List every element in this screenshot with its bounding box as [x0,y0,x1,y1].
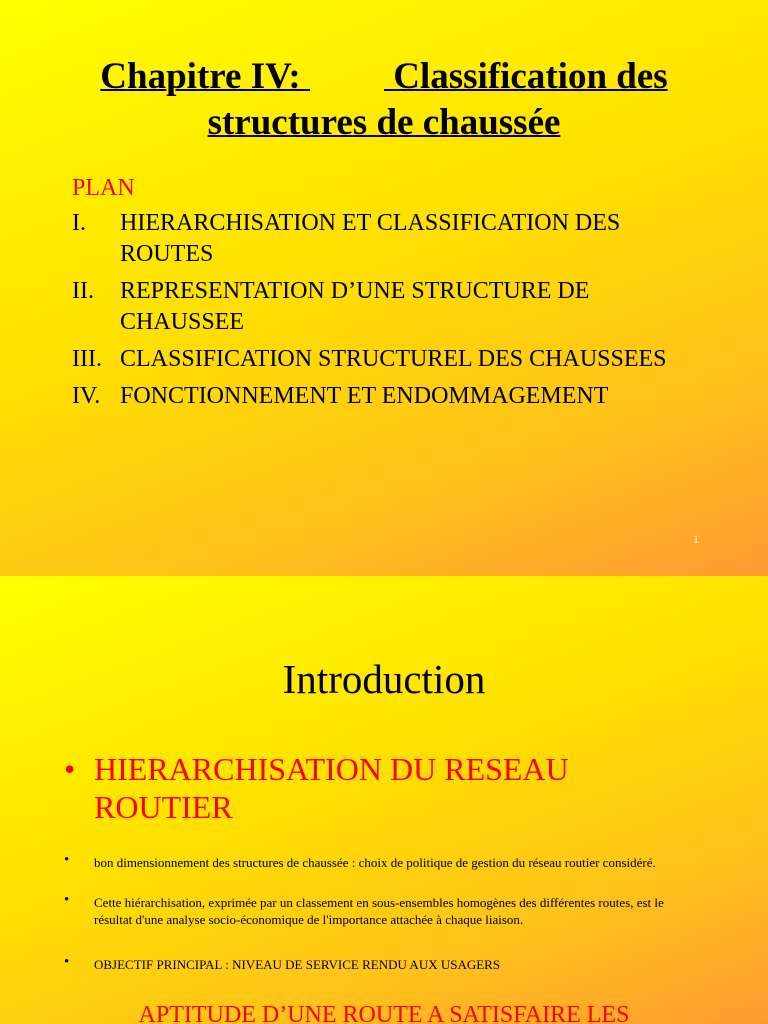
slide-number: 1 [693,532,699,546]
bullet-icon: • [64,892,70,908]
main-bullet-text: HIERARCHISATION DU RESEAU ROUTIER [94,751,569,825]
bullet-icon: • [64,751,76,787]
sub-bullet [64,854,704,871]
sub-bullet [64,894,704,928]
plan-outline [72,208,692,418]
outline-number: I. [72,210,86,236]
sub-bullet-text: Cette hiérarchisation, exprimée par un classement en sous-ensembles homogènes des différentes routes, est le résultat d'une analyse socio-économique de l'importance attachée à chaque liaison. [94,895,664,927]
cut-off-heading: APTITUDE D’UNE ROUTE A SATISFAIRE LES [138,1002,630,1024]
slide-1-title [0,54,768,146]
outline-text: CLASSIFICATION STRUCTUREL DES CHAUSSEES [120,346,667,372]
outline-item [72,276,692,338]
outline-number: IV. [72,383,101,409]
outline-text: FONCTIONNEMENT ET ENDOMMAGEMENT [120,383,609,409]
outline-item [72,381,692,412]
slide-2-title: Introduction [282,656,486,702]
outline-text: REPRESENTATION D’UNE STRUCTURE DE CHAUSSEE [120,278,590,335]
slide-2 [0,576,768,1024]
title-classification: Classification des [384,56,668,97]
bullet-icon: • [64,852,70,868]
sub-bullet [64,956,704,973]
outline-text: HIERARCHISATION ET CLASSIFICATION DES ROUTES [120,210,621,267]
bullet-icon: • [64,954,70,970]
outline-number: III. [72,346,102,372]
title-structures: structures de chaussée [207,102,561,143]
sub-bullet-text: OBJECTIF PRINCIPAL : NIVEAU DE SERVICE RENDU AUX USAGERS [94,957,501,972]
plan-heading: PLAN [72,175,135,201]
sub-bullet-text: bon dimensionnement des structures de chaussée : choix de politique de gestion du réseau routier considéré. [94,855,656,870]
outline-item [72,344,692,375]
outline-number: II. [72,278,94,304]
title-chapter: Chapitre IV: [100,56,310,97]
outline-item [72,208,692,270]
main-bullet [64,750,684,826]
